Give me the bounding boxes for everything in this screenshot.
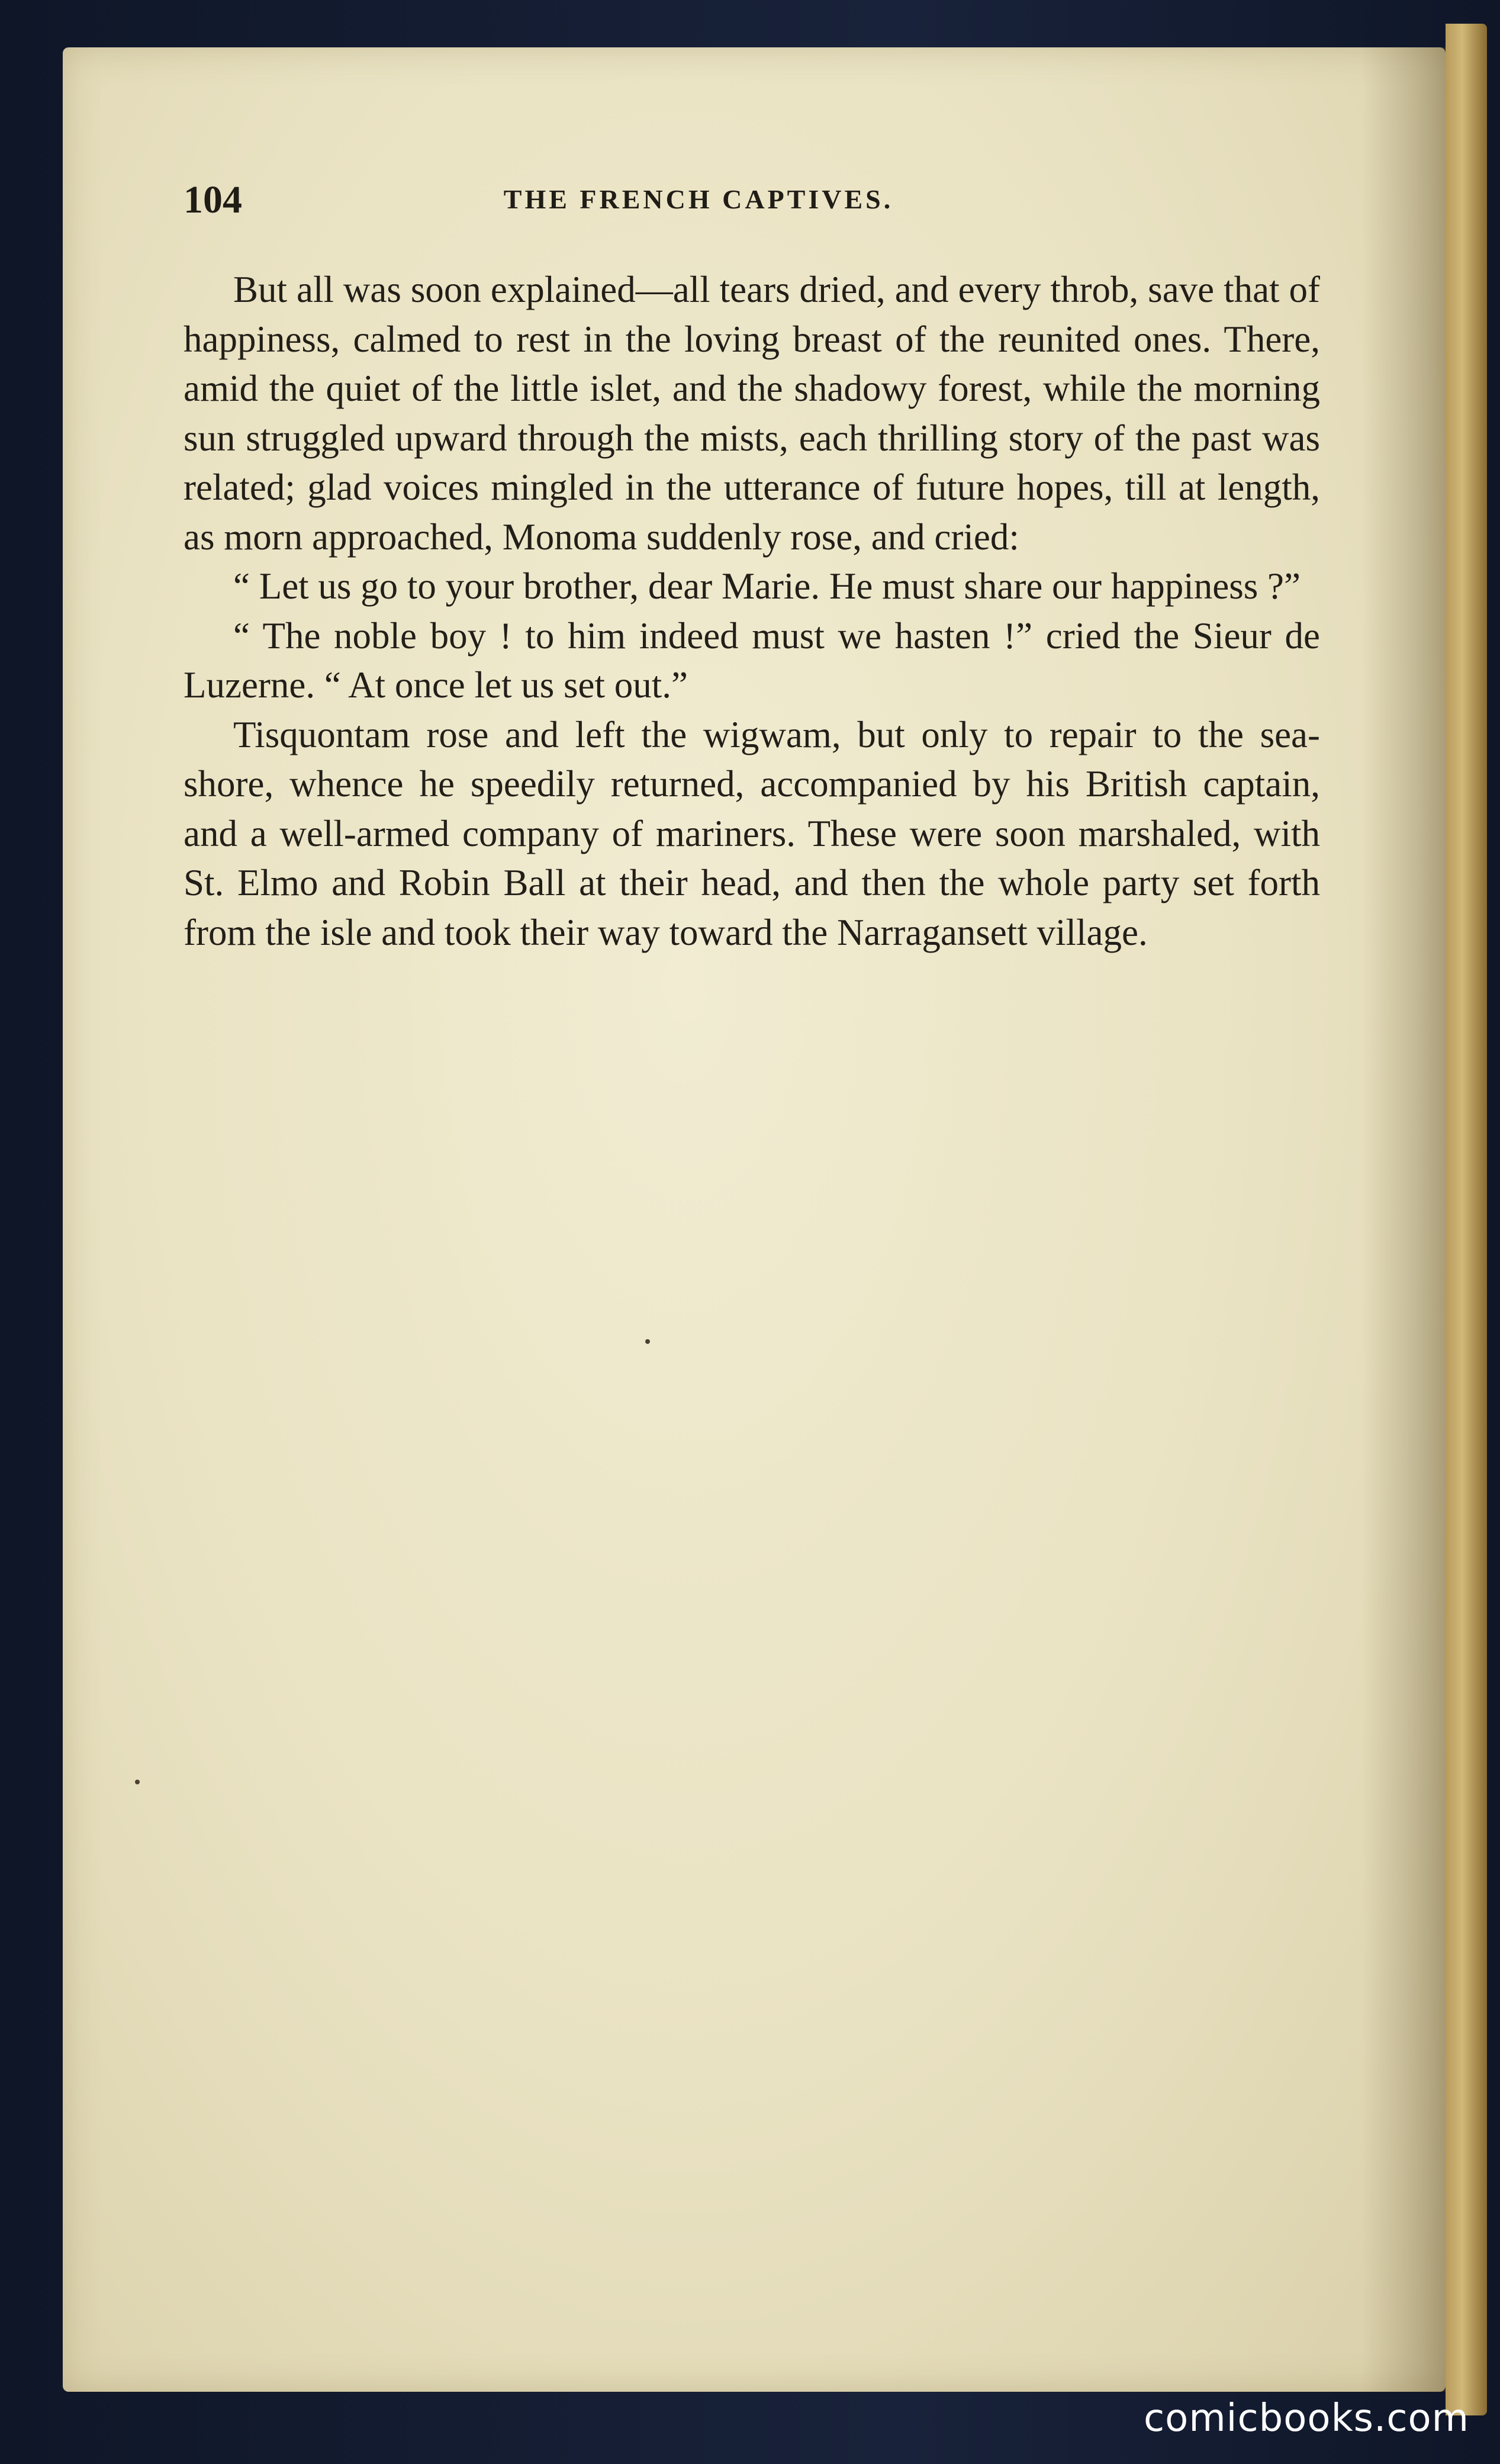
page-number: 104 [184, 178, 242, 221]
ink-speck [645, 1339, 650, 1344]
book-page-edge [1446, 24, 1487, 2415]
ink-speck [135, 1780, 140, 1784]
body-text [184, 265, 1320, 957]
paragraph: But all was soon explained—all tears dried, and every throb, save that of happiness, calmed to rest in the loving breast of the reunited ones. There, amid the quiet of the little islet, and the shadowy forest, while the morning sun struggled upward through the mists, each thrilling story of the past was related; glad voices mingled in the utterance of future hopes, till at length, as morn approached, Monoma suddenly rose, and cried: [184, 269, 1320, 558]
paragraph: “ The noble boy ! to him indeed must we hasten !” cried the Sieur de Luzerne. “ At once let us set out.” [184, 615, 1320, 706]
running-head: THE FRENCH CAPTIVES. [503, 184, 894, 214]
paragraph: “ Let us go to your brother, dear Marie. He must share our happiness ?” [233, 565, 1301, 607]
paragraph: Tisquontam rose and left the wigwam, but only to repair to the sea-shore, whence he speedily returned, accompanied by his British captain, and a well-armed company of mariners. These were soon marshaled, with St. Elmo and Robin Ball at their head, and then the whole party set forth from the isle and took their way toward the Narragansett village. [184, 713, 1320, 953]
page-header [118, 178, 1279, 231]
watermark: comicbooks.com [1143, 2397, 1469, 2440]
page-gutter-shadow [1361, 47, 1446, 2392]
